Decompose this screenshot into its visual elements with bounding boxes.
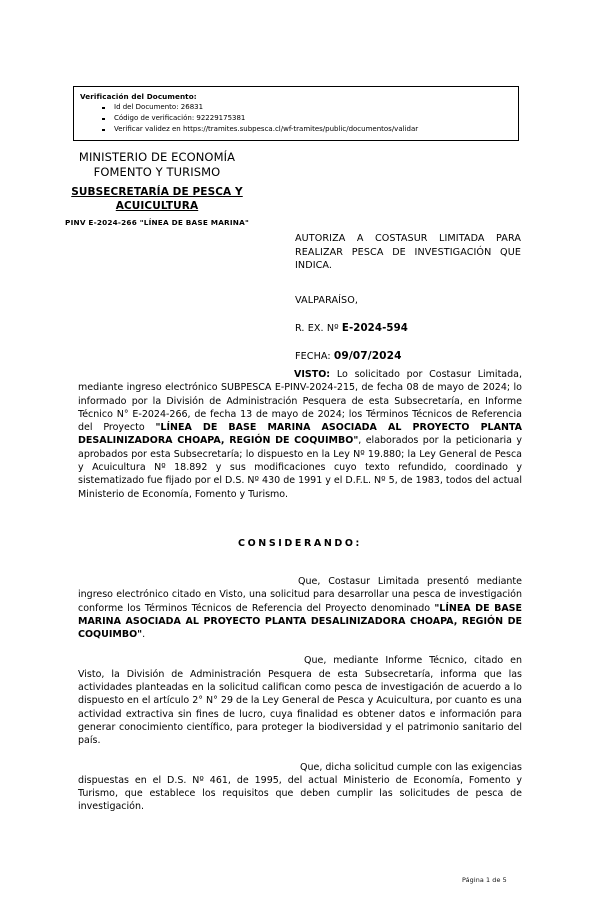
subsecretaria-line2: ACUICULTURA xyxy=(115,199,199,212)
verification-item-code: Código de verificación: 92229175381 xyxy=(80,113,516,124)
considerando-paragraph-1 xyxy=(78,575,522,641)
resolution-subject: AUTORIZA A COSTASUR LIMITADA PARA REALIZAR PESCA DE INVESTIGACIÓN QUE INDICA. xyxy=(295,233,521,271)
ministry-name-line1: MINISTERIO DE ECONOMÍA xyxy=(78,150,236,164)
visto-text-part1: Lo solicitado por Costasur Limitada, mediante ingreso electrónico SUBPESCA E-PINV-2024-215, de fecha 08 de mayo de 2024; lo informado por la División de Administración Pesquera de esta Subsecretaría, en Informe Técnico N° E-2024-266, de fecha 13 de mayo de 2024; los Términos Técnicos de Referencia del Proyecto xyxy=(78,369,522,434)
visto-text-part2: , elaborados por la peticionaria y aprobados por esta Subsecretaría; lo dispuesto en la Ley Nº 19.880; la Ley General de Pesca y Acuicultura Nº 18.892 y sus modificaciones cuyo texto refundido, coordinado y sistematizado fue fijado por el D.S. Nº 430 de 1991 y el D.F.L. Nº 5, de 1983, todos del actual Ministerio de Economía, Fomento y Turismo. xyxy=(78,435,522,500)
date-label: FECHA: xyxy=(295,350,331,362)
resolution-place: VALPARAÍSO, xyxy=(295,294,359,306)
letterhead xyxy=(32,150,282,227)
considerando-section xyxy=(78,575,522,827)
resolution-number: E-2024-594 xyxy=(341,322,408,334)
considerando-heading: CONSIDERANDO: xyxy=(238,538,362,549)
visto-project-name: "LÍNEA DE BASE MARINA ASOCIADA AL PROYECTO PLANTA DESALINIZADORA CHOAPA, REGIÓN DE COQUIMBO" xyxy=(78,422,522,447)
paragraph1-text-part1: Que, Costasur Limitada presentó mediante ingreso electrónico citado en Visto, una solicitud para desarrollar una pesca de investigación conforme los Términos Técnicos de Referencia del Proyecto denominado xyxy=(78,576,522,614)
paragraph1-text-part2: . xyxy=(142,629,146,641)
subsecretaria-name xyxy=(32,186,282,213)
resolution-date-line xyxy=(295,350,521,362)
considerando-paragraph-3 xyxy=(78,761,522,814)
verification-list xyxy=(80,102,516,135)
page-number-footer: Página 1 de 5 xyxy=(462,876,507,884)
verification-title: Verificación del Documento: xyxy=(80,92,197,101)
visto-paragraph xyxy=(78,368,522,501)
visto-heading: VISTO: xyxy=(294,369,331,380)
resolution-title-block xyxy=(295,232,521,362)
resolution-number-line xyxy=(295,323,521,334)
date-value: 09/07/2024 xyxy=(333,349,402,362)
verification-item-document-id: Id del Documento: 26831 xyxy=(80,102,516,113)
paragraph1-project-name: "LÍNEA DE BASE MARINA ASOCIADA AL PROYECTO PLANTA DESALINIZADORA CHOAPA, REGIÓN DE COQUIMBO" xyxy=(78,602,522,641)
considerando-paragraph-2 xyxy=(78,654,522,747)
verification-item-url[interactable]: Verificar validez en https://tramites.subpesca.cl/wf-tramites/public/documentos/validar xyxy=(80,124,516,135)
ministry-name-line2: FOMENTO Y TURISMO xyxy=(93,165,221,179)
paragraph3-text: Que, dicha solicitud cumple con las exigencias dispuestas en el D.S. Nº 461, de 1995, del actual Ministerio de Economía, Fomento y Turismo, que establece los requisitos que deben cumplir las solicitudes de pesca de investigación. xyxy=(78,761,522,813)
visto-section xyxy=(78,368,522,514)
subsecretaria-line1: SUBSECRETARÍA DE PESCA Y xyxy=(71,186,243,198)
project-reference-code: PINV E-2024-266 "LÍNEA DE BASE MARINA" xyxy=(65,218,249,227)
paragraph2-text: Que, mediante Informe Técnico, citado en Visto, la División de Administración Pesquera de esta Subsecretaría, informa que las actividades planteadas en la solicitud califican como pesca de investigación de acuerdo a lo dispuesto en el artículo 2° N° 29 de la Ley General de Pesca y Acuicultura, por cuanto es una actividad extractiva sin fines de lucro, cuya finalidad es obtener datos e información para generar conocimiento científico, para proteger la biodiversidad y el patrimonio sanitario del país. xyxy=(78,655,522,747)
resolution-label: R. EX. Nº xyxy=(295,322,339,334)
document-verification-box xyxy=(73,86,519,141)
